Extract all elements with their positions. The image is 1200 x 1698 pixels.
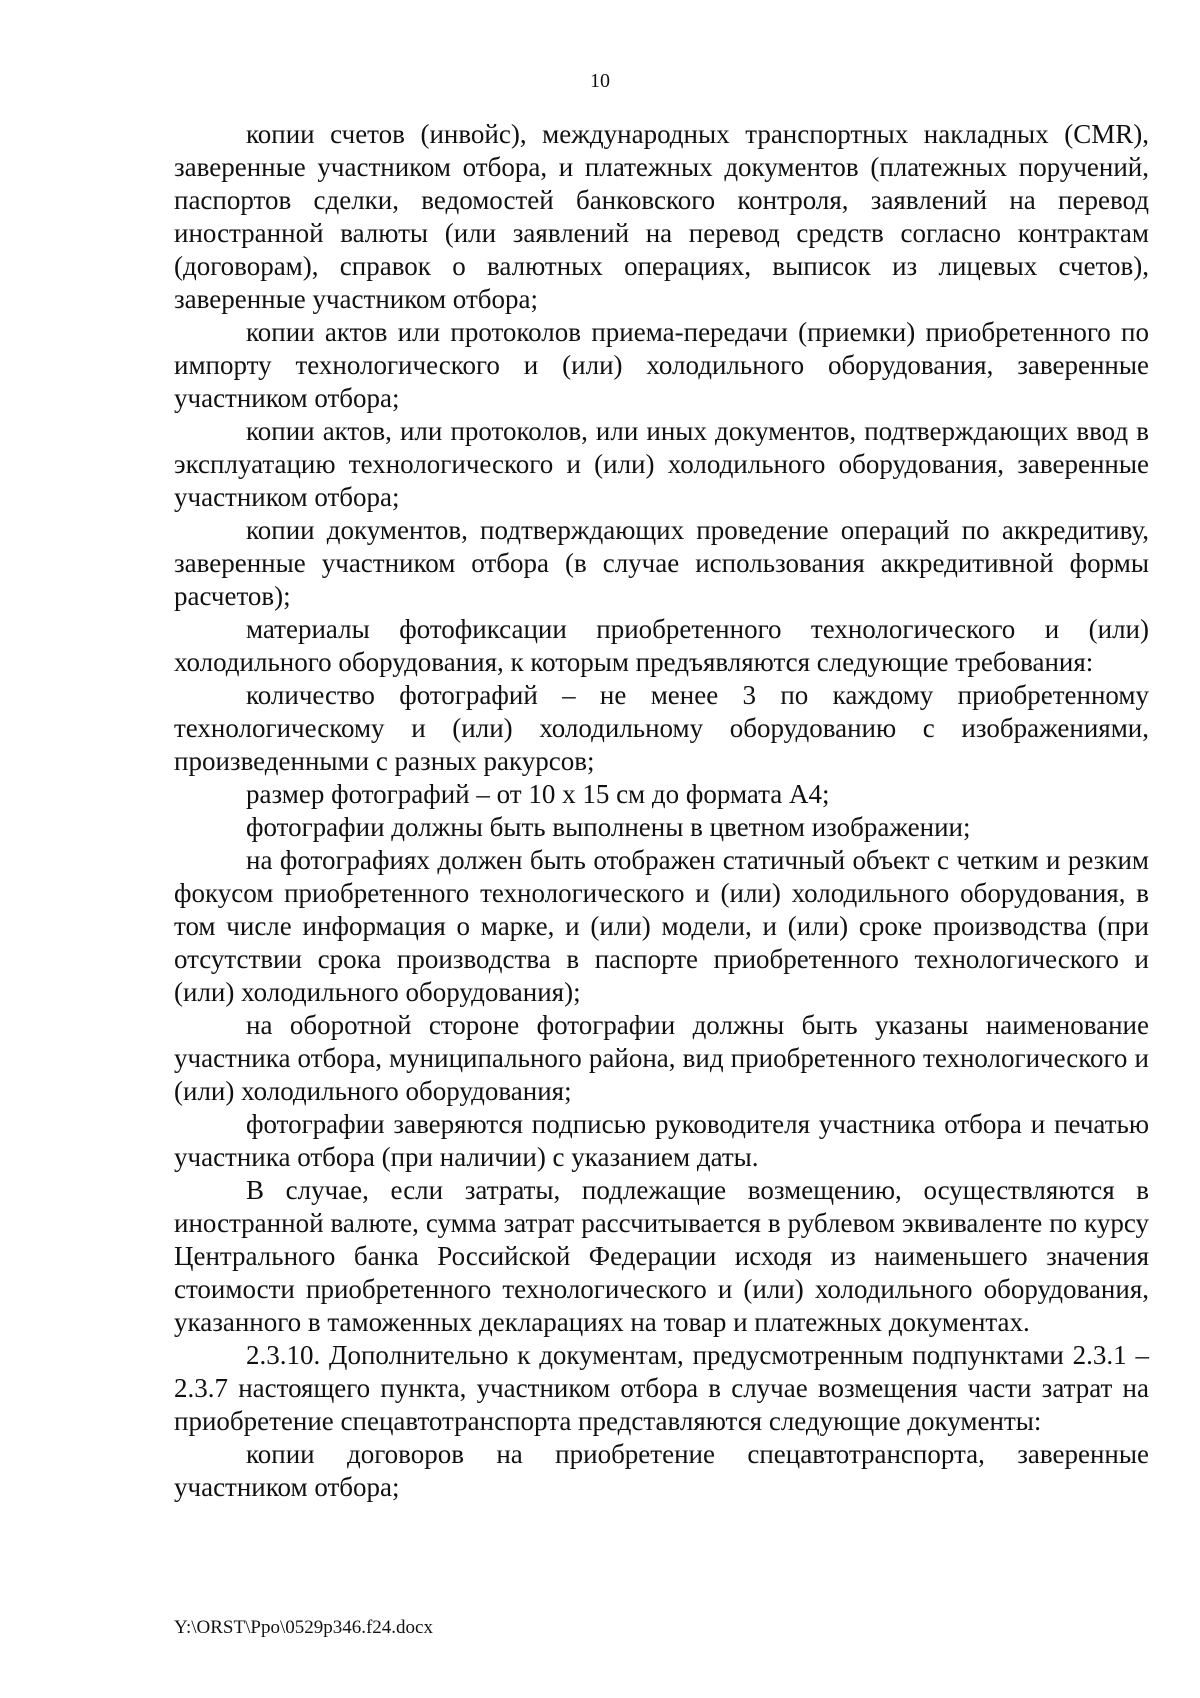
paragraph: копии счетов (инвойс), международных транспортных накладных (CMR), заверенные участником отбора, и платежных документов (платежных поручений, паспортов сделки, ведомостей банковского контроля, заявлений на перевод иностранной валюты (или заявлений на перевод средств согласно контрактам (договорам), справок о валютных операциях, выписок из лицевых счетов), заверенные участником отбора;: [174, 119, 1149, 314]
paragraph: количество фотографий – не менее 3 по каждому приобретенному технологическому и (или) холодильному оборудованию с изображениями, произведенными с разных ракурсов;: [174, 680, 1149, 776]
paragraph: на фотографиях должен быть отображен статичный объект с четким и резким фокусом приобретенного технологического и (или) холодильного оборудования, в том числе информация о марке, и (или) модели, и (или) сроке производства (при отсутствии срока производства в паспорте приобретенного технологического и (или) холодильного оборудования);: [174, 845, 1149, 1007]
paragraph: копии актов, или протоколов, или иных документов, подтверждающих ввод в эксплуатацию технологического и (или) холодильного оборудования, заверенные участником отбора;: [174, 416, 1149, 512]
paragraph: В случае, если затраты, подлежащие возмещению, осуществляются в иностранной валюте, сумма затрат рассчитывается в рублевом эквиваленте по курсу Центрального банка Российской Федерации исходя из наименьшего значения стоимости приобретенного технологического и (или) холодильного оборудования, указанного в таможенных декларациях на товар и платежных документах.: [174, 1175, 1149, 1337]
footer-file-path: Y:\ORST\Ppo\0529p346.f24.docx: [174, 1617, 433, 1638]
paragraph: фотографии должны быть выполнены в цветном изображении;: [246, 812, 971, 842]
paragraph: размер фотографий – от 10 х 15 см до формата А4;: [246, 779, 830, 809]
paragraph: фотографии заверяются подписью руководителя участника отбора и печатью участника отбора (при наличии) с указанием даты.: [174, 1109, 1149, 1172]
paragraph: копии договоров на приобретение спецавтотранспорта, заверенные участником отбора;: [174, 1439, 1149, 1502]
page-number: 10: [590, 70, 610, 92]
document-body: [174, 118, 1149, 1504]
paragraph: 2.3.10. Дополнительно к документам, предусмотренным подпунктами 2.3.1 – 2.3.7 настоящего пункта, участником отбора в случае возмещения части затрат на приобретение спецавтотранспорта представляются следующие документы:: [174, 1340, 1149, 1436]
paragraph: на оборотной стороне фотографии должны быть указаны наименование участника отбора, муниципального района, вид приобретенного технологического и (или) холодильного оборудования;: [174, 1010, 1149, 1106]
paragraph: копии документов, подтверждающих проведение операций по аккредитиву, заверенные участником отбора (в случае использования аккредитивной формы расчетов);: [174, 515, 1149, 611]
paragraph: материалы фотофиксации приобретенного технологического и (или) холодильного оборудования, к которым предъявляются следующие требования:: [174, 614, 1149, 677]
paragraph: копии актов или протоколов приема-передачи (приемки) приобретенного по импорту технологического и (или) холодильного оборудования, заверенные участником отбора;: [174, 317, 1149, 413]
